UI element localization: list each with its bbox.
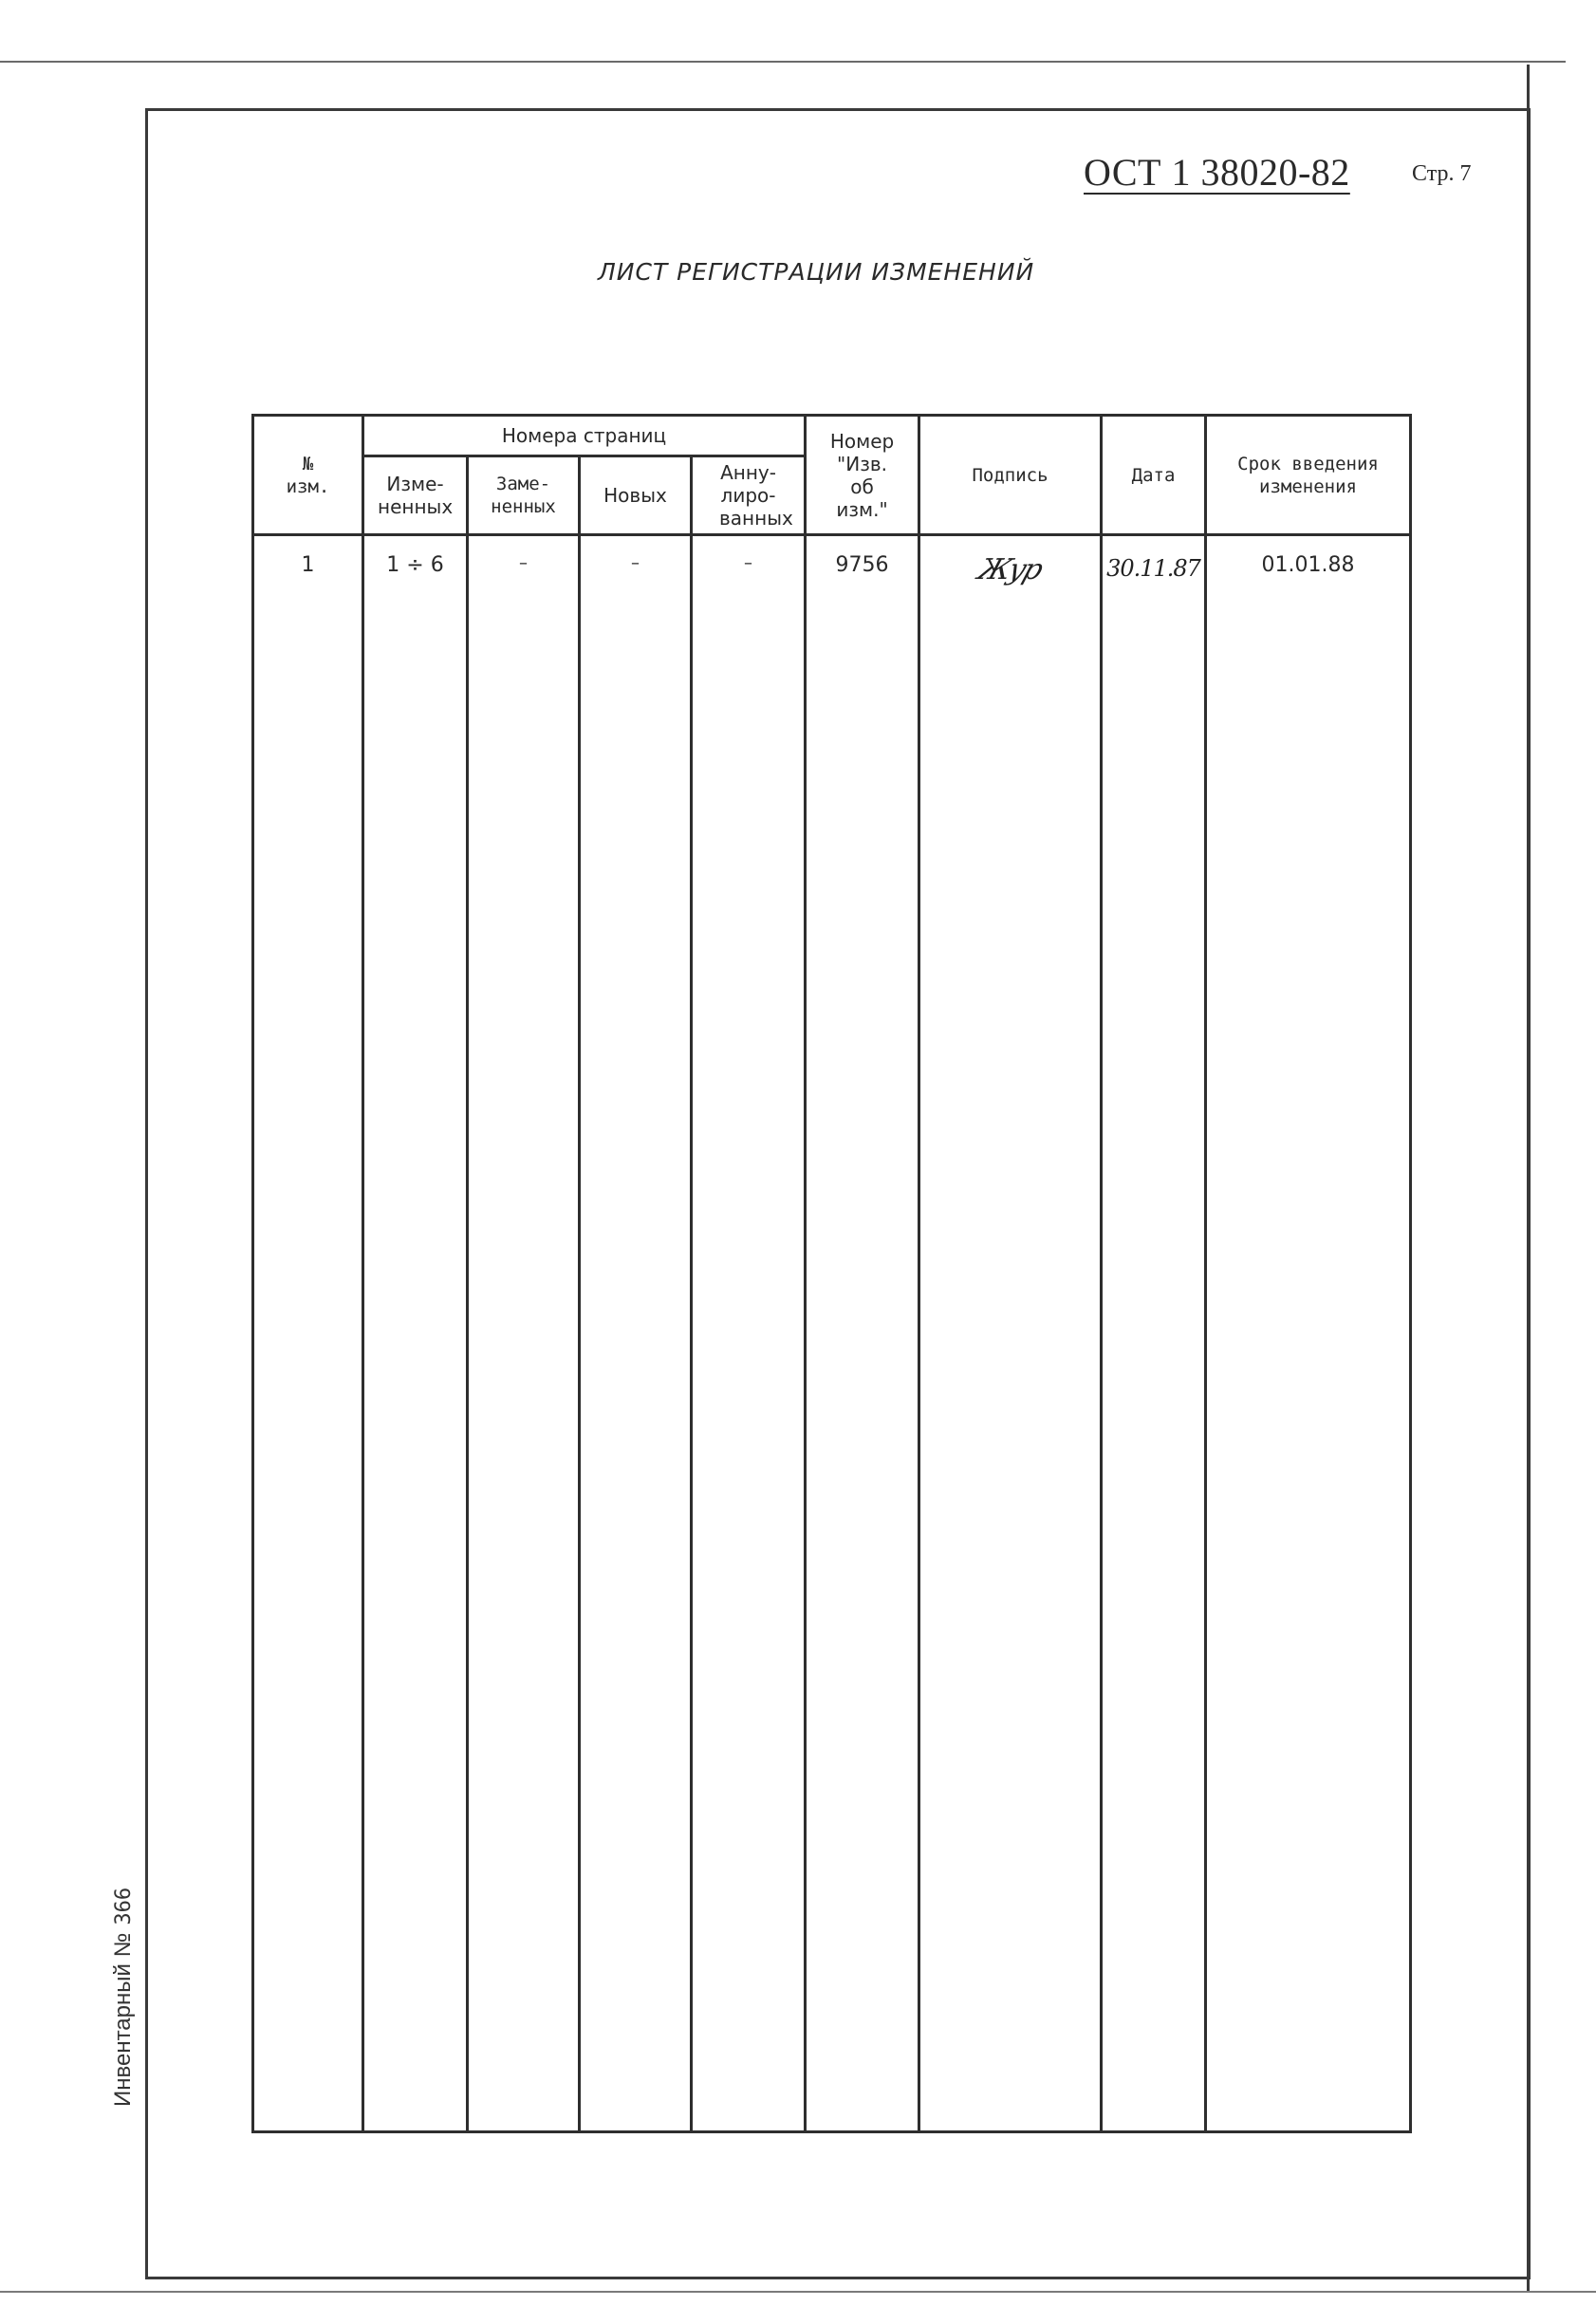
scan-edge-bottom [0,2291,1596,2293]
page-frame-right-edge [1527,65,1530,2291]
header-notice-no: Номер "Изв. об изм." [806,416,919,535]
handwritten-date: 30.11.87 [1106,555,1200,582]
inventory-label: Инвентарный № [110,1932,136,2107]
cell-effective: 01.01.88 [1206,535,1411,587]
inventory-stamp [110,1888,137,2107]
header-signature: Подпись [919,416,1102,535]
cell-new: – [580,535,692,587]
header-effective: Срок введения изменения [1206,416,1411,535]
header-annulled: Анну- лиро- ванных [692,456,806,535]
header-replaced: Заме- ненных [468,456,580,535]
empty-cell [1102,586,1206,2132]
header-change-no: № изм. [253,416,363,535]
header-pages-group: Номера страниц [363,416,806,456]
document-code: ОСТ 1 38020-82 [1084,151,1350,194]
cell-changed: 1 ÷ 6 [363,535,468,587]
handwritten-signature: Жур [974,553,1047,586]
cell-change-no: 1 [253,535,363,587]
empty-cell [253,586,363,2132]
cell-replaced: – [468,535,580,587]
inventory-number: 366 [112,1887,136,1925]
sheet-title: ЛИСТ РЕГИСТРАЦИИ ИЗМЕНЕНИЙ [598,258,1035,286]
table-row-empty [253,586,1411,2132]
scan-edge-top [0,61,1566,63]
empty-cell [1206,586,1411,2132]
empty-cell [363,586,468,2132]
empty-cell [919,586,1102,2132]
table-row [253,535,1411,587]
empty-cell [468,586,580,2132]
page-number: Стр. 7 [1412,161,1472,186]
cell-signature [919,535,1102,587]
cell-annulled: – [692,535,806,587]
empty-cell [806,586,919,2132]
empty-cell [580,586,692,2132]
header-date: Дата [1102,416,1206,535]
cell-date [1102,535,1206,587]
cell-notice-no: 9756 [806,535,919,587]
header-changed: Изме- ненных [363,456,468,535]
change-registration-table [251,414,1412,2133]
empty-cell [692,586,806,2132]
header-new: Новых [580,456,692,535]
